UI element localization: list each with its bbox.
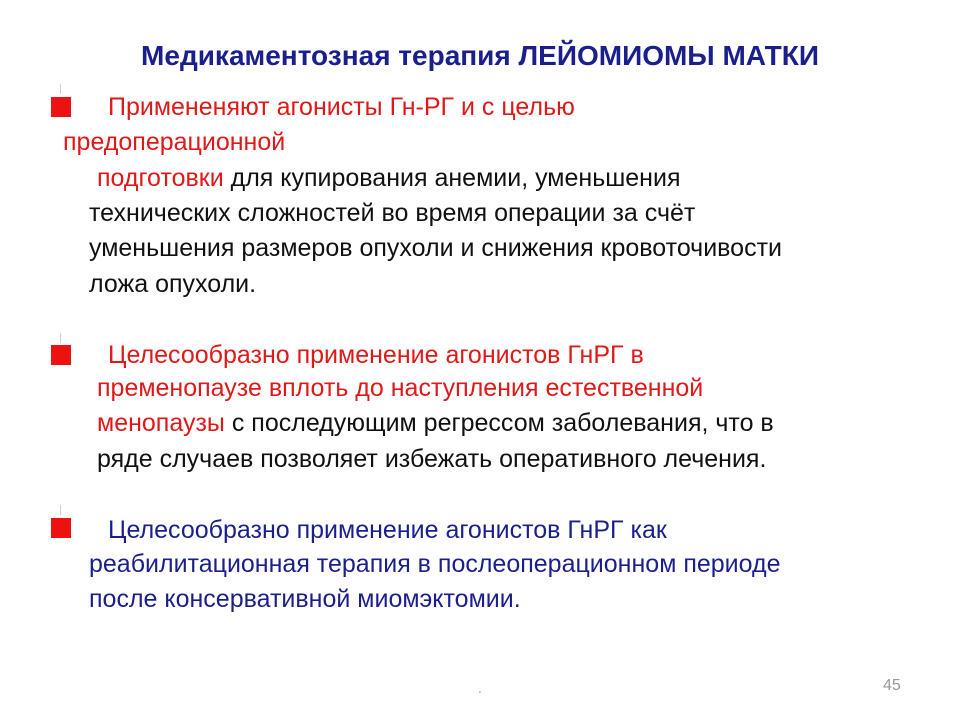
bullet-1-line-3: подготовки для купирования анемии, уменьшения [97,164,681,192]
bullet-2-line-2: пременопаузе вплоть до наступления естественной [97,374,704,402]
bullet-marker-icon [51,345,71,365]
bullet-1-line-2: предоперационной [63,128,286,156]
bullet-1-line-6: ложа опухоли. [89,270,257,298]
footer-dot: . [478,680,482,696]
page-number: 45 [883,677,901,694]
bullet-1-line-5: уменьшения размеров опухоли и снижения кровоточивости [89,234,782,262]
slide-title: Медикаментозная терапия ЛЕЙОМИОМЫ МАТКИ [141,40,819,71]
bullet-marker-icon [51,518,71,538]
bullet-2-line-1: Целесообразно применение агонистов ГнРГ в [108,341,644,369]
bullet-2-line-4: ряде случаев позволяет избежать оперативного лечения. [97,445,767,473]
bullet-1-line-1: Примененяют агонисты Гн-РГ и с целью [108,93,575,121]
bullet-tick [60,84,61,94]
bullet-3-line-3: после консервативной миомэктомии. [89,585,521,613]
bullet-1-line-4: технических сложностей во время операции за счёт [89,199,696,227]
bullet-marker-icon [51,97,71,117]
bullet-3-line-2: реабилитационная терапия в послеоперационном периоде [89,550,781,578]
bullet-tick [60,505,61,515]
bullet-3-line-1: Целесообразно применение агонистов ГнРГ как [108,516,667,544]
bullet-2-line-3: менопаузы с последующим регрессом заболевания, что в [97,409,774,437]
bullet-tick [60,333,61,343]
